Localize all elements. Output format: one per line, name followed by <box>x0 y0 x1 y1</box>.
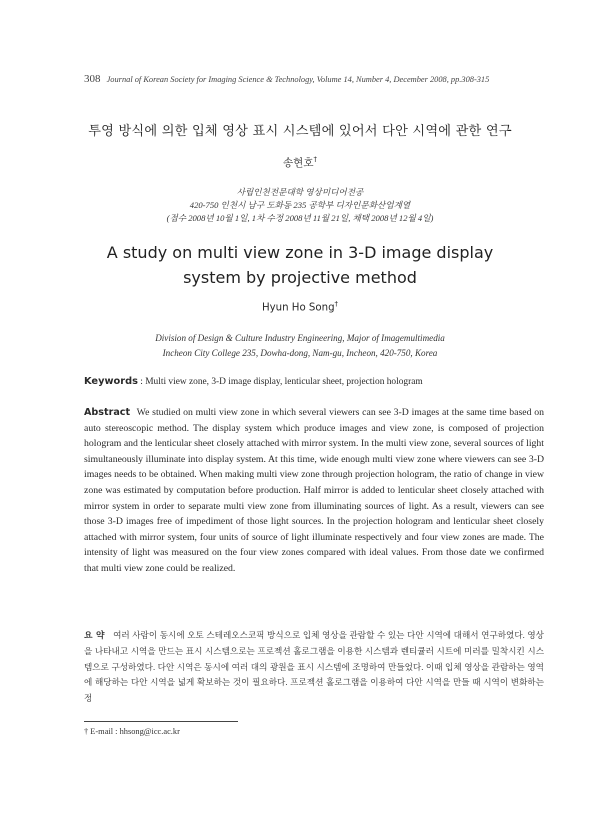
english-affiliation-line-1: Division of Design & Culture Industry Engineering, Major of Imagemultimedia <box>155 333 445 343</box>
english-title-line-1: A study on multi view zone in 3-D image display <box>106 243 494 262</box>
english-author-mark: † <box>334 300 339 308</box>
korean-abstract-label: 요 약 <box>84 631 105 641</box>
english-title-line-2: system by projective method <box>183 268 417 287</box>
korean-affiliation <box>0 186 600 226</box>
footnote-rule <box>84 721 238 722</box>
english-affiliation-line-2: Incheon City College 235, Dowha-dong, Nam-gu, Incheon, 420-750, Korea <box>162 347 438 358</box>
abstract-text: We studied on multi view zone in which several viewers can see 3-D images at the same time based on auto stereoscopic method. The display system which produce images and view zone, is composed of projection hologram and the lenticular sheet closely attached with mirror system. In the multi view zone, several sources of light simultaneously illuminate into display system. At this time, wide enough multi view zone where viewers can see 3-D images needs to be obtained. When making multi view zone through projection hologram, the ratio of change in view zone was estimated by computation before production. Half mirror is added to lenticular sheet closely attached with mirror system in order to separate multi view zone from illuminating sources of light. As a result, viewers can see those 3-D images free of impediment of those light sources. In the projection hologram and lenticular sheet closely attached with mirror system, four units of source of light illuminate respectively and four view zones are made. The intensity of light was measured on the four view zones compared with ideal values. From those date we confirmed that multi view zone could be realized. <box>84 407 545 574</box>
english-title <box>0 240 600 290</box>
journal-citation: Journal of Korean Society for Imaging Science & Technology, Volume 14, Number 4, December 2008, pp.308-315 <box>106 75 490 84</box>
korean-author <box>0 155 600 170</box>
keywords-separator: : <box>140 377 143 387</box>
korean-author-name: 송현호 <box>283 157 314 169</box>
keywords-label: Keywords <box>84 376 138 387</box>
korean-abstract-text: 여러 사람이 동시에 오토 스테레오스코픽 방식으로 입체 영상을 관람할 수 있는 다안 시역에 대해서 연구하였다. 영상을 나타내고 시역을 만드는 표시 시스템으로는 프로젝션 홀로그램을 이용한 시스템과 렌티큘러 시트에 미러를 밀착시킨 시스템으로 구성하였다. 다안 시역은 동시에 여러 대의 광원을 표시 시스템에 조명하여 만들었다. 이때 입체 영상을 관람하는 영역에 해당하는 다안 시역을 넓게 확보하는 것이 필요하다. 프로젝션 홀로그램을 이용하여 다안 시역을 만들 때 시역이 변화하는 정 <box>84 630 544 703</box>
running-header <box>84 73 544 85</box>
footnote <box>84 727 384 736</box>
korean-abstract <box>84 628 544 706</box>
korean-title: 투영 방식에 의한 입체 영상 표시 시스템에 있어서 다안 시역에 관한 연구 <box>88 124 512 139</box>
korean-affiliation-line-1: 사립인천전문대학 영상미디어전공 <box>236 187 364 197</box>
page-number: 308 <box>84 73 101 85</box>
footnote-mark: † <box>84 727 89 736</box>
abstract-label: Abstract <box>84 407 131 418</box>
english-author <box>0 300 600 313</box>
english-abstract <box>84 405 544 577</box>
korean-dates-line: (접수 2008년 10월 1일, 1차 수정 2008년 11월 21일, 채택 2008년 12월 4일) <box>166 213 434 224</box>
english-author-name: Hyun Ho Song <box>261 302 335 314</box>
keywords-text: Multi view zone, 3-D image display, lenticular sheet, projection hologram <box>145 377 423 387</box>
author-mark: † <box>313 155 317 164</box>
footnote-email: E-mail : hhsong@icc.ac.kr <box>90 727 180 736</box>
keywords-section <box>84 376 544 387</box>
korean-affiliation-line-2: 420-750 인천시 남구 도화동 235 공학부 디자인문화산업계열 <box>189 200 411 211</box>
english-affiliation <box>0 331 600 360</box>
